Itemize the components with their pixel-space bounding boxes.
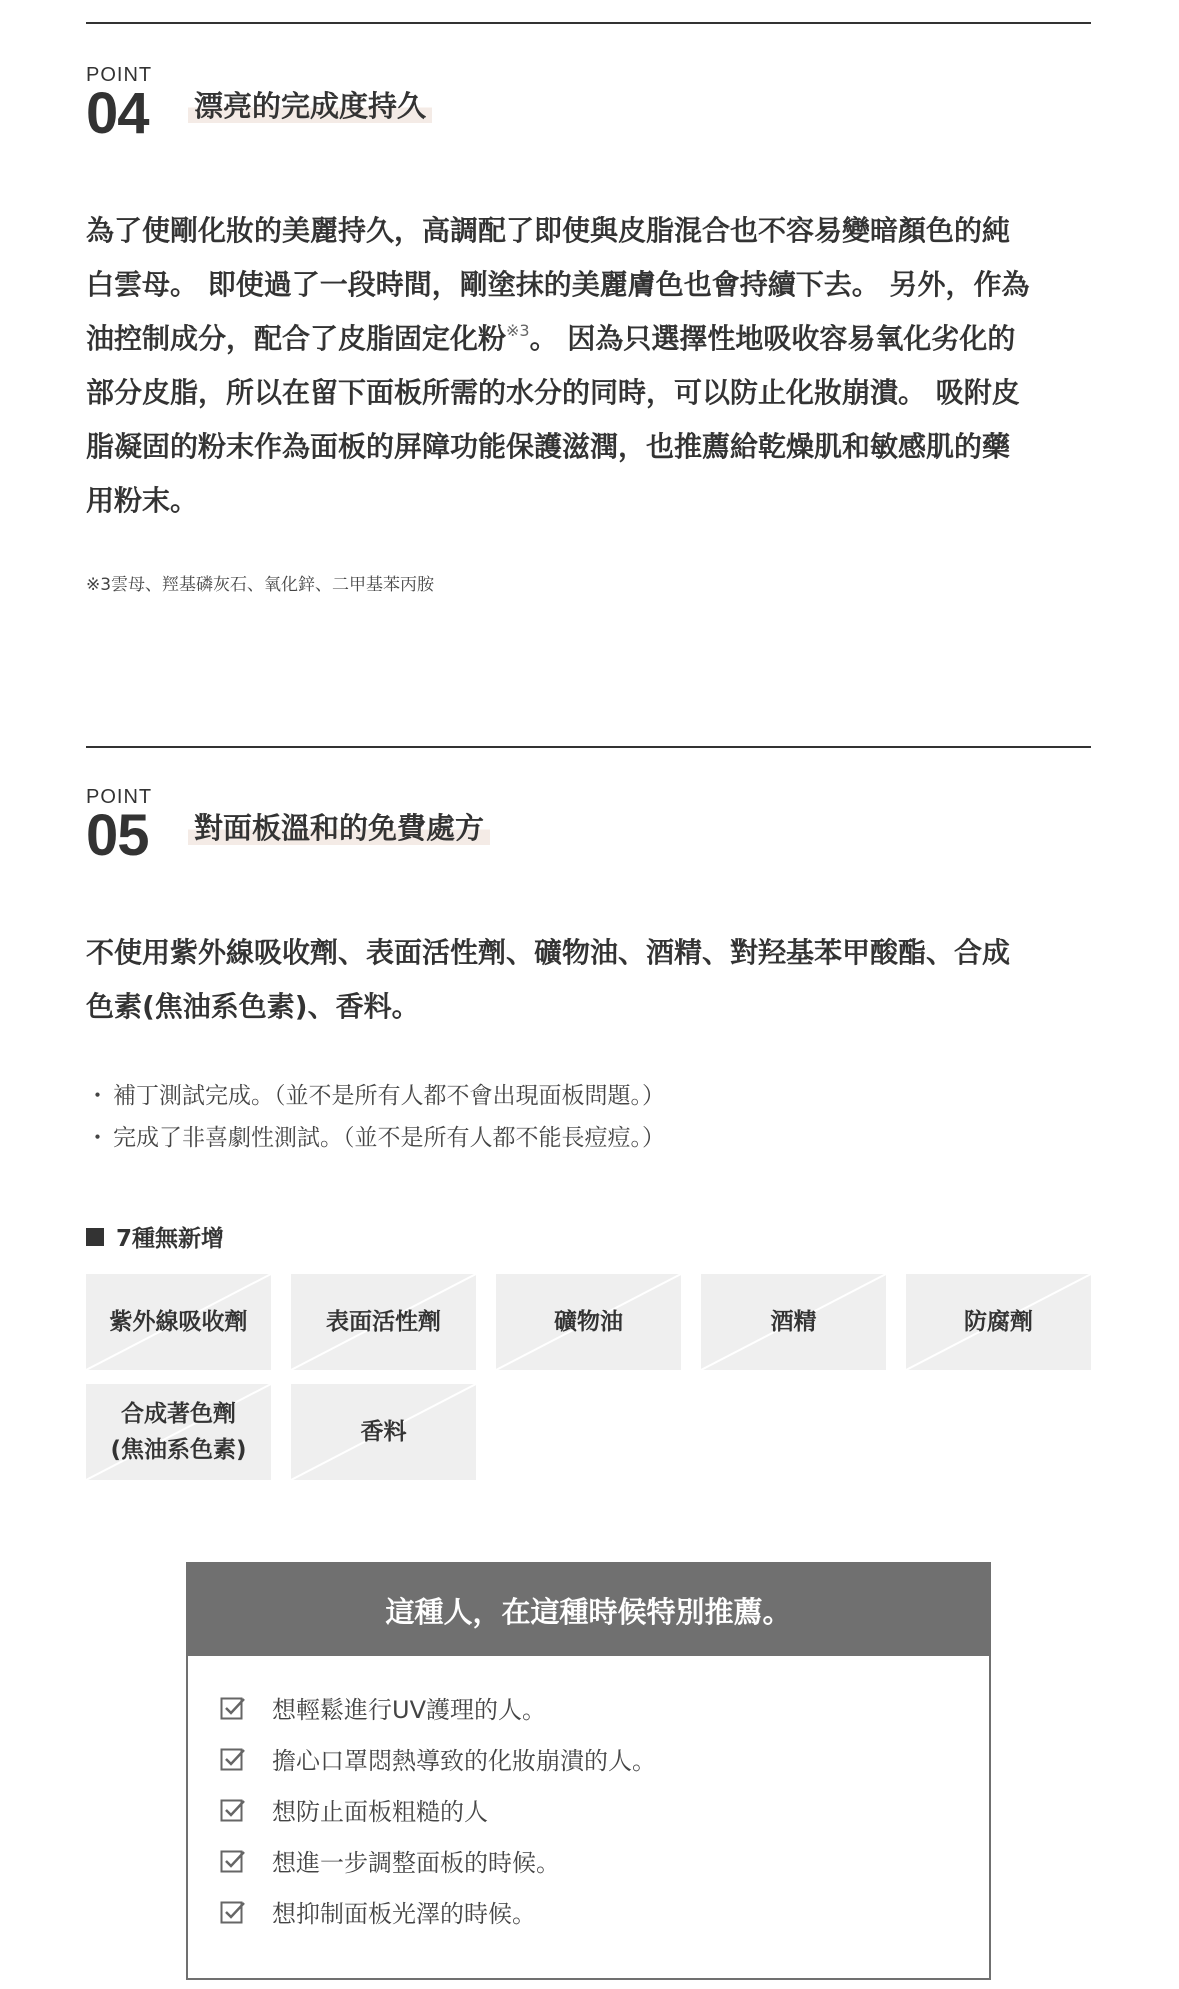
- recommend-item: [220, 1784, 989, 1835]
- recommend-title: 這種人，在這種時候特別推薦。: [188, 1564, 989, 1656]
- checkbox-check-icon: [220, 1848, 246, 1874]
- body-line: 用粉末。: [86, 484, 199, 517]
- bullet-item: ・ 補丁測試完成。（並不是所有人都不會出現面板問題。）: [86, 1075, 665, 1117]
- footnote: ※3雲母、羥基磷灰石、氧化鋅、二甲基苯丙胺: [86, 575, 435, 595]
- free-heading: [86, 1220, 224, 1253]
- bullet-item: ・ 完成了非喜劇性測試。（並不是所有人都不能長痘痘。）: [86, 1117, 665, 1159]
- body-line: 白雲母。 即使過了一段時間，剛塗抹的美麗膚色也會持續下去。 另外，作為: [86, 268, 1030, 301]
- free-heading-text: 7種無新增: [116, 1226, 225, 1252]
- recommend-box: [186, 1562, 991, 1980]
- free-item-label: 礦物油: [554, 1309, 623, 1335]
- body-line: 色素(焦油系色素)、香料。: [86, 990, 420, 1023]
- point-05-heading: [86, 786, 485, 868]
- point-title: [188, 86, 432, 126]
- body-line: [86, 312, 1091, 366]
- free-item-label-line: (焦油系色素): [110, 1437, 247, 1463]
- body-line-part: 。 因為只選擇性地吸收容易氧化劣化的: [529, 322, 1016, 355]
- point-05-body: [86, 926, 1091, 1034]
- point-title-text: 對面板溫和的免費處方: [188, 811, 490, 845]
- free-item-label: 紫外線吸收劑: [109, 1309, 248, 1335]
- point-title-text: 漂亮的完成度持久: [188, 89, 432, 123]
- checkbox-check-icon: [220, 1899, 246, 1925]
- point-04-heading: [86, 64, 427, 146]
- recommend-item: [220, 1886, 989, 1937]
- recommend-item: [220, 1682, 989, 1733]
- checkbox-check-icon: [220, 1695, 246, 1721]
- test-bullet-list: [86, 1075, 665, 1159]
- point-title: [188, 808, 490, 848]
- free-item-label: 表面活性劑: [326, 1309, 441, 1335]
- free-item-tag: [291, 1274, 476, 1370]
- recommend-item-text: 擔心口罩悶熱導致的化妝崩潰的人。: [272, 1747, 656, 1775]
- free-item-label: 酒精: [770, 1309, 817, 1335]
- recommend-list: [188, 1656, 989, 1937]
- recommend-item: [220, 1835, 989, 1886]
- recommend-item: [220, 1733, 989, 1784]
- recommend-item-text: 想防止面板粗糙的人: [272, 1798, 488, 1826]
- free-item-tag: [291, 1384, 476, 1480]
- section-divider: [86, 746, 1091, 748]
- body-line: 部分皮脂，所以在留下面板所需的水分的同時，可以防止化妝崩潰。 吸附皮: [86, 376, 1020, 409]
- section-divider-top: [86, 22, 1091, 24]
- free-item-label: 防腐劑: [964, 1309, 1033, 1335]
- body-line: 不使用紫外線吸收劑、表面活性劑、礦物油、酒精、對羟基苯甲酸酯、合成: [86, 936, 1011, 969]
- free-item-tag: [86, 1384, 271, 1480]
- free-item-label-line: 合成著色劑: [121, 1401, 236, 1427]
- recommend-item-text: 想進一步調整面板的時候。: [272, 1849, 560, 1877]
- point-number: 04: [86, 81, 149, 146]
- body-line-part: 油控制成分，配合了皮脂固定化粉: [86, 322, 507, 355]
- point-number: 05: [86, 803, 149, 868]
- free-item-tag: [86, 1274, 271, 1370]
- free-item-label: [110, 1396, 246, 1468]
- body-line: 為了使剛化妝的美麗持久，高調配了即使與皮脂混合也不容易變暗顏色的純: [86, 214, 1011, 247]
- free-item-tag: [496, 1274, 681, 1370]
- body-line: 脂凝固的粉末作為面板的屏障功能保護滋潤，也推薦給乾燥肌和敏感肌的藥: [86, 430, 1011, 463]
- point-label: POINT: [86, 786, 153, 808]
- recommend-item-text: 想輕鬆進行UV護理的人。: [272, 1696, 546, 1724]
- checkbox-check-icon: [220, 1797, 246, 1823]
- point-label: POINT: [86, 64, 153, 86]
- free-item-tag: [906, 1274, 1091, 1370]
- free-item-tag: [701, 1274, 886, 1370]
- point-04-body: [86, 204, 1091, 528]
- black-square-icon: [86, 1228, 104, 1246]
- free-item-label: 香料: [360, 1419, 407, 1445]
- checkbox-check-icon: [220, 1746, 246, 1772]
- footnote-ref: ※3: [506, 321, 530, 340]
- recommend-item-text: 想抑制面板光澤的時候。: [272, 1900, 536, 1928]
